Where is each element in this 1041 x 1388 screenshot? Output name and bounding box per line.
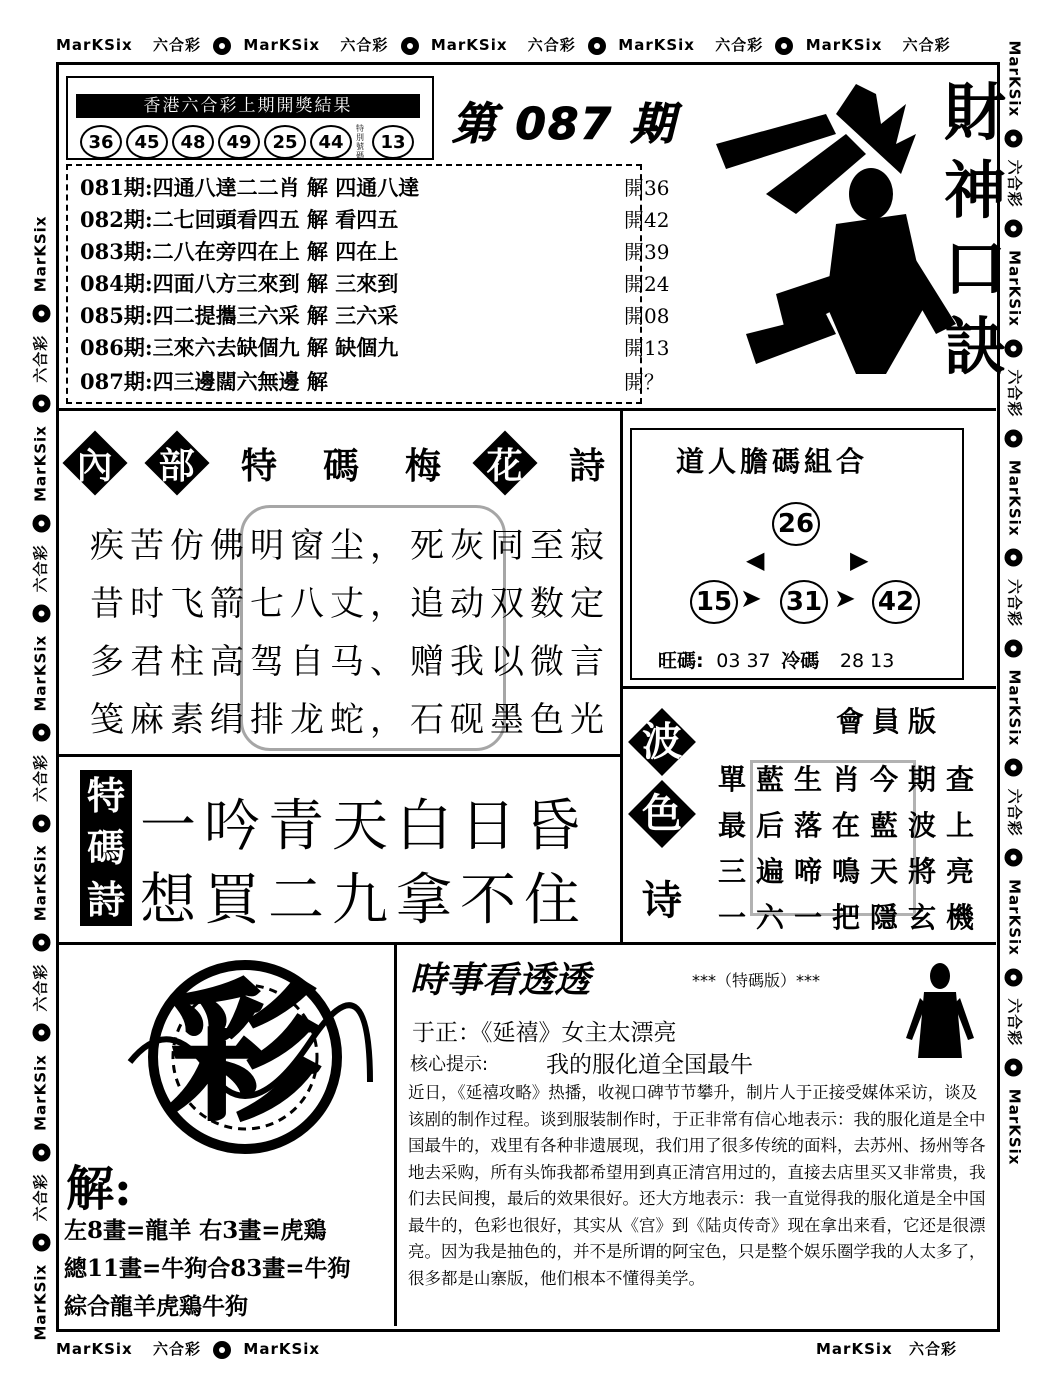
brand-cn: 六合彩 xyxy=(1005,998,1024,1047)
wave-label-diamond xyxy=(628,708,696,776)
ball-6: 44 xyxy=(310,125,352,159)
news-body: 近日，《延禧攻略》热播，收视口碑节节攀升，制片人于正接受媒体采访，谈及该剧的制作过程。谈到服装制作时，于正非常有信心地表示：我的服化道是全中国最牛的，戏里有各种非遗展现，我们用了很多传统的面料，去苏州、扬州等各地去采购，所有头饰我都希望用到真正清宫用过的，直接去店里买又非常贵，我们去民间搜，最后的效果很好。还大方地表示：我一直觉得我的服化道是全中国最牛的，色彩也很好，其实从《宫》到《陆贞传奇》现在拿出来看，它还是很漂亮。因为我是抽色的，并不是所谓的阿宝色，只是整个娱乐圈学我的人太多了，很多都是山寨版，他们根本不懂得美学。 xyxy=(408,1083,986,1288)
history-row: 085期:四二提攜三六采 解 三六采 xyxy=(80,303,399,328)
combo-title: 道人膽碼組合 xyxy=(676,445,869,478)
brand-en: MarKSix xyxy=(243,36,321,54)
flower-icon xyxy=(1005,758,1023,776)
left-border xyxy=(30,41,51,1341)
special-ball: 13 xyxy=(372,125,414,159)
divider xyxy=(56,408,996,411)
history-result: 開13 xyxy=(624,336,670,360)
divider xyxy=(56,942,996,945)
brand-cn: 六合彩 xyxy=(31,334,50,383)
history-result: 開39 xyxy=(624,240,670,264)
top-border xyxy=(56,34,951,55)
hero-title-char: 訣 xyxy=(944,310,1007,383)
flower-icon xyxy=(1005,639,1023,657)
title-char: 詩 xyxy=(568,444,605,487)
wave-label-char: 色 xyxy=(642,790,682,837)
plum-poem-line: 笺麻素绢排龙蛇，石砚墨色光 xyxy=(90,700,610,740)
title-char: 碼 xyxy=(322,444,359,487)
issue-number: 第 087 期 xyxy=(452,99,677,150)
wave-poem-line: 三遍啼鳴天將亮 xyxy=(718,855,985,888)
arrow-icon: ▶ xyxy=(850,546,869,574)
flower-icon xyxy=(32,605,50,623)
person-figure-icon xyxy=(900,958,980,1068)
wave-poem-label xyxy=(634,712,690,940)
brand-cn: 六合彩 xyxy=(1005,159,1024,208)
brand-en: MarKSix xyxy=(1005,250,1024,327)
flower-icon xyxy=(1005,1059,1023,1077)
ball-2: 45 xyxy=(126,125,168,159)
divider xyxy=(394,944,397,1326)
divider xyxy=(56,754,622,757)
brand-en: MarKSix xyxy=(31,844,50,922)
solve-label: 解: xyxy=(66,1161,132,1217)
bottom-border-right xyxy=(816,1338,957,1359)
cai-emblem xyxy=(110,952,380,1162)
special-label-char: 碼 xyxy=(86,825,125,870)
special-label-char: 特 xyxy=(86,773,125,818)
brand-cn: 六合彩 xyxy=(1005,578,1024,627)
cai-char: 彩 xyxy=(170,965,321,1141)
combo-number: 26 xyxy=(772,502,820,546)
history-result: 開36 xyxy=(624,176,670,200)
brand-en: MarKSix xyxy=(1005,1088,1024,1166)
brand-en: MarKSix xyxy=(618,36,695,54)
title-char: 花 xyxy=(486,444,524,487)
brand-en: MarKSix xyxy=(1005,40,1024,118)
brand-en: MarKSix xyxy=(1005,459,1024,537)
flower-icon xyxy=(775,37,793,55)
brand-cn: 六合彩 xyxy=(31,754,50,803)
flower-icon xyxy=(1005,430,1023,448)
history-result: 開24 xyxy=(624,272,670,296)
history-row: 082期:二七回頭看四五 解 看四五 xyxy=(80,207,399,232)
combo-left xyxy=(690,580,738,624)
wave-poem-line: 單藍生肖今期查 xyxy=(718,763,985,796)
flower-icon xyxy=(1005,968,1023,986)
flower-icon xyxy=(1005,549,1023,567)
brand-cn: 六合彩 xyxy=(1005,369,1024,418)
flower-icon xyxy=(1005,849,1023,867)
brand-en: MarKSix xyxy=(430,36,508,54)
brand-cn: 六合彩 xyxy=(908,1340,957,1358)
flower-icon xyxy=(32,724,50,742)
brand-en: MarKSix xyxy=(1005,879,1024,956)
brand-cn: 六合彩 xyxy=(1005,788,1024,837)
plum-poem-title xyxy=(72,440,646,486)
flower-icon xyxy=(32,1234,50,1252)
hero-title-char: 財 xyxy=(944,76,1007,149)
results-balls xyxy=(80,124,418,160)
wave-label-char: 波 xyxy=(642,718,682,765)
flower-icon xyxy=(1005,339,1023,357)
special-label-char: 詩 xyxy=(86,877,125,922)
divider xyxy=(620,686,996,689)
ball-5: 25 xyxy=(264,125,306,159)
hero-illustration xyxy=(706,74,1007,394)
combo-number: 42 xyxy=(872,580,920,624)
brand-cn: 六合彩 xyxy=(715,36,764,54)
news-subtitle: ***（特碼版）*** xyxy=(692,971,821,990)
brand-cn: 六合彩 xyxy=(902,36,951,54)
flower-icon xyxy=(32,1143,50,1161)
news-title: 時事看透透 xyxy=(410,960,591,1001)
flower-icon xyxy=(588,37,606,55)
wave-label-char: 诗 xyxy=(642,877,682,924)
history-result: 開？ xyxy=(624,370,664,394)
flower-icon xyxy=(32,304,50,322)
brand-cn: 六合彩 xyxy=(152,1340,201,1358)
wave-poem-line: 最后落在藍波上 xyxy=(718,809,985,842)
hero-title-char: 神 xyxy=(944,154,1007,227)
ball-1: 36 xyxy=(80,125,122,159)
brand-cn: 六合彩 xyxy=(527,36,576,54)
solve-line: 左8畫=龍羊 右3畫=虎鶏 xyxy=(64,1217,327,1244)
combo-right xyxy=(872,580,920,624)
news-hint-label: 核心提示: xyxy=(410,1054,489,1075)
hero-title-char: 口 xyxy=(944,232,1007,305)
flower-icon xyxy=(213,1341,231,1359)
plum-poem-line: 多君柱高驾自马、赠我以微言 xyxy=(90,642,610,682)
title-diamond xyxy=(62,430,127,495)
brand-en: MarKSix xyxy=(56,36,133,54)
brand-cn: 六合彩 xyxy=(31,544,50,593)
combo-top xyxy=(772,502,820,546)
brand-en: MarKSix xyxy=(31,1054,50,1131)
flower-icon xyxy=(32,1024,50,1042)
brand-en: MarKSix xyxy=(31,634,50,712)
right-border xyxy=(1005,41,1026,1341)
history-row: 087期:四三邊闊六無邊 解 xyxy=(80,369,328,394)
special-poem-line: 一吟青天白日昏 xyxy=(140,794,588,859)
solve-line: 綜合龍羊虎鶏牛狗 xyxy=(64,1293,248,1320)
brand-cn: 六合彩 xyxy=(340,36,389,54)
flower-icon xyxy=(401,37,419,55)
hero-title xyxy=(944,74,1006,386)
arrow-right-icon: ➤ xyxy=(740,584,762,614)
flower-icon xyxy=(1005,220,1023,238)
edition-label: 會員版 xyxy=(836,705,945,738)
special-poem-label xyxy=(80,770,132,926)
solve-line: 總11畫=牛狗合83畫=牛狗 xyxy=(64,1255,351,1282)
title-diamond xyxy=(472,430,537,495)
flower-icon xyxy=(32,514,50,532)
history-row: 084期:四面八方三來到 解 三來到 xyxy=(80,271,399,296)
hot-label: 旺碼: xyxy=(658,650,704,672)
special-poem-line: 想買二九拿不住 xyxy=(140,868,588,933)
brand-cn: 六合彩 xyxy=(31,1173,50,1222)
results-title: 香港六合彩上期開獎結果 xyxy=(76,94,420,118)
news-hint: 我的服化道全国最牛 xyxy=(546,1052,753,1078)
brand-cn: 六合彩 xyxy=(152,36,201,54)
brand-en: MarKSix xyxy=(31,215,50,293)
combo-number: 31 xyxy=(780,580,828,624)
bottom-border xyxy=(56,1338,320,1359)
wave-label-diamond xyxy=(628,780,696,848)
history-row: 086期:三來六去缺個九 解 缺個九 xyxy=(80,335,399,360)
combo-hot-cold xyxy=(658,646,894,673)
arrow-right-icon: ➤ xyxy=(834,584,856,614)
title-char: 部 xyxy=(158,444,196,487)
brand-en: MarKSix xyxy=(805,36,883,54)
brand-cn: 六合彩 xyxy=(31,963,50,1012)
special-label: 特別號碼 xyxy=(356,124,364,160)
brand-en: MarKSix xyxy=(31,425,50,502)
history-result: 開08 xyxy=(624,304,670,328)
ball-3: 48 xyxy=(172,125,214,159)
history-row: 081期:四通八達二二肖 解 四通八達 xyxy=(80,175,420,200)
news-headline: 于正：《延禧》女主太漂亮 xyxy=(412,1020,677,1046)
flower-icon xyxy=(32,814,50,832)
brand-en: MarKSix xyxy=(243,1340,321,1358)
brand-en: MarKSix xyxy=(1005,669,1024,747)
celebrity-photo xyxy=(900,958,980,1068)
history-row: 083期:二八在旁四在上 解 四在上 xyxy=(80,239,399,264)
combo-center xyxy=(780,580,828,624)
brand-en: MarKSix xyxy=(56,1340,133,1358)
title-char: 梅 xyxy=(404,444,441,487)
brand-en: MarKSix xyxy=(816,1340,893,1358)
plum-poem-line: 疾苦仿佛明窗尘，死灰同至寂 xyxy=(90,526,610,566)
flower-icon xyxy=(213,37,231,55)
title-diamond xyxy=(144,430,209,495)
flower-icon xyxy=(32,933,50,951)
plum-poem-line: 昔时飞箭七八丈，追动双数定 xyxy=(90,584,610,624)
divider xyxy=(620,410,623,944)
combo-number: 15 xyxy=(690,580,738,624)
title-char: 內 xyxy=(76,444,114,487)
arrow-icon: ◀ xyxy=(746,546,765,574)
wave-poem-line: 一六一把隱玄機 xyxy=(718,901,985,934)
cold-label: 冷碼 xyxy=(781,650,820,672)
flower-icon xyxy=(32,395,50,413)
ball-4: 49 xyxy=(218,125,260,159)
flower-icon xyxy=(1005,129,1023,147)
cold-values: 28 13 xyxy=(839,650,895,672)
history-result: 開42 xyxy=(624,208,670,232)
hot-values: 03 37 xyxy=(716,650,771,672)
brand-en: MarKSix xyxy=(31,1263,50,1341)
title-char: 特 xyxy=(240,444,277,487)
